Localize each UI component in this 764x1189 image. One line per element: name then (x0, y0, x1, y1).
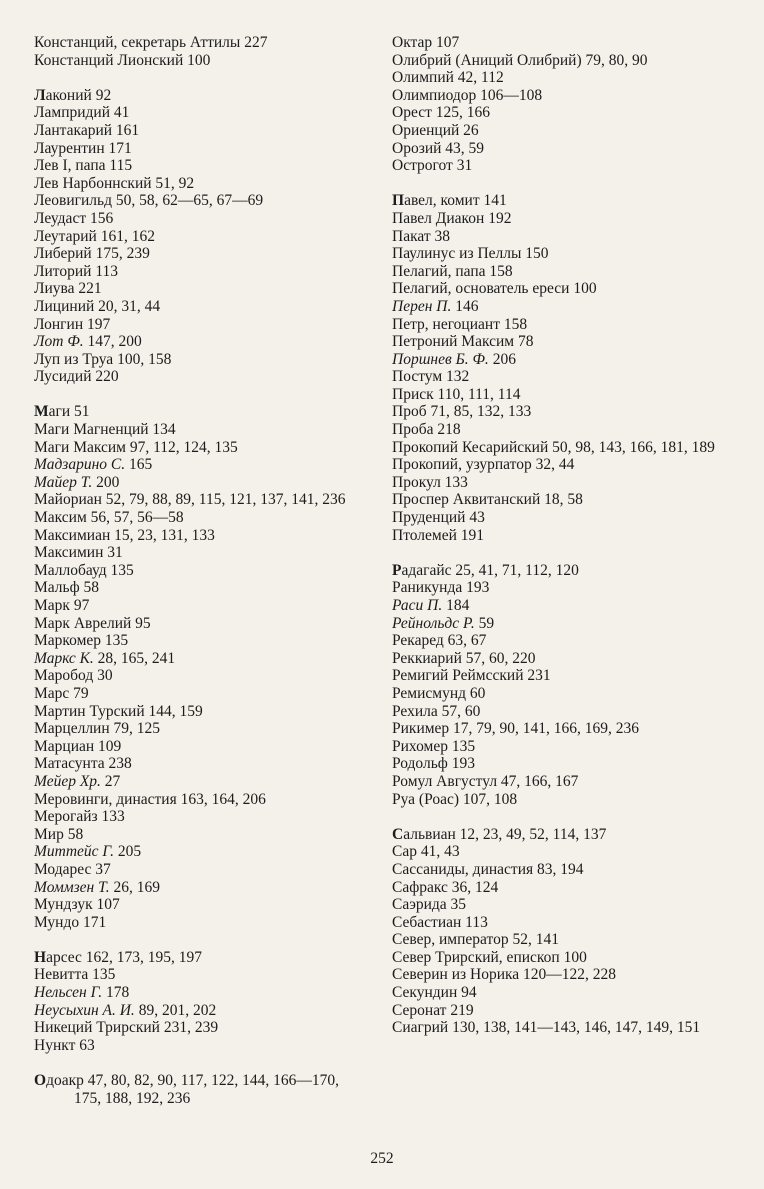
index-entry: Проб 71, 85, 132, 133 (392, 403, 532, 421)
section-initial: С (392, 825, 404, 843)
index-entry: Серонат 219 (392, 1001, 474, 1019)
section-gap (20, 1054, 370, 1072)
index-entry: Мундо 171 (34, 913, 107, 931)
index-entry: Лициний 20, 31, 44 (34, 297, 161, 315)
index-entry: Петр, негоциант 158 (392, 315, 528, 333)
index-column-left (20, 34, 370, 1107)
index-entry: Секундин 94 (392, 984, 477, 1002)
index-entry: Петроний Максим 78 (392, 333, 534, 351)
index-entry (20, 474, 370, 492)
section-initial: Л (34, 86, 46, 104)
index-entry: Северин из Норика 120—122, 228 (392, 966, 617, 984)
index-entry: Матасунта 238 (34, 755, 132, 773)
index-entry: Саэрида 35 (392, 896, 467, 914)
index-entry: Луп из Труа 100, 158 (34, 350, 172, 368)
index-entry: Север, император 52, 141 (392, 931, 559, 949)
index-entry (392, 351, 742, 369)
index-entry-pages: 165 (125, 456, 153, 474)
index-entry: Лантакарий 161 (34, 121, 140, 139)
index-column-right (392, 34, 742, 1037)
index-entry: Сафракс 36, 124 (392, 878, 499, 896)
index-entry: Лонгин 197 (34, 315, 111, 333)
section-initial: Н (34, 948, 47, 966)
index-entry: Марк Аврелий 95 (34, 614, 151, 632)
index-entry-pages: 26, 169 (109, 878, 161, 896)
index-entry: Ориенций 26 (392, 121, 479, 139)
index-entry: Маги Магненций 134 (34, 421, 176, 439)
index-entry: Маги 51 (34, 403, 90, 421)
index-entry-author: Мейер Хр. (34, 772, 101, 790)
index-entry: Леудаст 156 (34, 209, 114, 227)
index-entry-pages: 147, 200 (83, 333, 142, 351)
index-entry-pages: 28, 165, 241 (93, 649, 176, 667)
index-entry: Орест 125, 166 (392, 104, 490, 122)
index-entry: Рикимер 17, 79, 90, 141, 166, 169, 236 (392, 720, 640, 738)
index-entry: Острогот 31 (392, 157, 473, 175)
index-entry: Реккиарий 57, 60, 220 (392, 649, 536, 667)
index-entry (20, 333, 370, 351)
index-entry: Лаурентин 171 (34, 139, 132, 157)
index-entry: Павел, комит 141 (392, 192, 507, 210)
index-entry: Радагайс 25, 41, 71, 112, 120 (392, 561, 579, 579)
index-entry (20, 843, 370, 861)
index-entry: Констанций, секретарь Аттилы 227 (34, 34, 268, 51)
index-entry: Леовигильд 50, 58, 62—65, 67—69 (34, 192, 264, 210)
index-entry: Ремисмунд 60 (392, 684, 486, 702)
index-entry: Либерий 175, 239 (34, 245, 150, 263)
index-entry-author: Моммзен Т. (34, 878, 110, 896)
index-entry: Пруденций 43 (392, 509, 485, 527)
index-entry-author: Маркс К. (34, 649, 94, 667)
section-gap (20, 931, 370, 949)
index-entry: Север Трирский, епископ 100 (392, 948, 587, 966)
index-entry: Проба 218 (392, 421, 461, 439)
index-entry: Себастиан 113 (392, 913, 488, 931)
index-entry: Постум 132 (392, 368, 470, 386)
section-initial: Р (392, 561, 402, 579)
index-entry: Майориан 52, 79, 88, 89, 115, 121, 137, 141, 236 (34, 491, 346, 509)
index-entry: Раникунда 193 (392, 579, 490, 597)
index-entry: Руа (Роас) 107, 108 (392, 790, 518, 808)
index-entry-pages: 205 (113, 843, 142, 861)
index-entry (20, 984, 370, 1002)
index-entry: Мир 58 (34, 825, 84, 843)
index-entry-pages: 206 (488, 350, 516, 368)
index-entry (20, 1002, 370, 1020)
index-entry (20, 650, 370, 668)
index-entry: Одоакр 47, 80, 82, 90, 117, 122, 144, 166—170, 175, 188, 192, 236 (34, 1072, 340, 1107)
index-entry-pages: 184 (442, 597, 470, 614)
index-entry: Орозий 43, 59 (392, 139, 485, 157)
index-entry: Рехила 57, 60 (392, 702, 481, 720)
index-entry: Олибрий (Аниций Олибрий) 79, 80, 90 (392, 51, 648, 69)
index-entry: Марциан 109 (34, 737, 122, 755)
index-entry: Ромул Августул 47, 166, 167 (392, 772, 579, 790)
index-entry: Сальвиан 12, 23, 49, 52, 114, 137 (392, 825, 607, 843)
index-entry: Марс 79 (34, 684, 89, 702)
index-entry: Олимпиодор 106—108 (392, 86, 543, 104)
index-entry: Родольф 193 (392, 755, 475, 773)
index-entry: Рекаред 63, 67 (392, 632, 487, 650)
index-entry: Лиува 221 (34, 280, 102, 298)
index-entry (20, 773, 370, 791)
index-entry: Лаконий 92 (34, 86, 112, 104)
index-entry-pages: 27 (100, 772, 121, 790)
section-gap (20, 386, 370, 404)
index-entry-author: Поршнев Б. Ф. (392, 350, 489, 368)
index-entry: Ремигий Реймсский 231 (392, 667, 551, 685)
index-entry: Пелагий, основатель ереси 100 (392, 280, 597, 298)
index-entry-author: Майер Т. (34, 473, 93, 491)
section-gap (392, 808, 742, 826)
index-entry: Рихомер 135 (392, 737, 476, 755)
index-entry: Лампридий 41 (34, 104, 130, 122)
index-entry: Меровинги, династия 163, 164, 206 (34, 790, 266, 808)
section-gap (392, 175, 742, 193)
index-entry-author: Рейнольдс Р. (392, 614, 475, 632)
index-entry: Мерогайз 133 (34, 808, 125, 826)
index-entry-author: Раси П. (392, 597, 443, 614)
section-gap (392, 544, 742, 562)
index-entry: Олимпий 42, 112 (392, 69, 504, 87)
index-entry: Проспер Аквитанский 18, 58 (392, 491, 583, 509)
index-entry (20, 456, 370, 474)
index-entry-author: Перен П. (392, 297, 452, 315)
index-entry-author: Нельсен Г. (34, 984, 103, 1002)
index-entry: Максимин 31 (34, 544, 123, 562)
index-entry-pages: 59 (474, 614, 495, 632)
section-gap (20, 69, 370, 87)
section-initial: О (34, 1072, 47, 1090)
index-entry: Лев Нарбоннский 51, 92 (34, 174, 195, 192)
index-entry: Марк 97 (34, 597, 90, 614)
index-entry: Максим 56, 57, 56—58 (34, 509, 184, 527)
index-entry: Октар 107 (392, 34, 460, 51)
index-entry: Птолемей 191 (392, 526, 485, 544)
index-entry: Павел Диакон 192 (392, 209, 512, 227)
index-entry: Маги Максим 97, 112, 124, 135 (34, 438, 238, 456)
index-entry: Лусидий 220 (34, 368, 119, 386)
index-entry-author: Мадзарино С. (34, 456, 126, 474)
index-entry-pages: 89, 201, 202 (134, 1001, 217, 1019)
index-entry-author: Лот Ф. (34, 333, 84, 351)
index-entry: Приск 110, 111, 114 (392, 385, 521, 403)
index-entry: Леутарий 161, 162 (34, 227, 155, 245)
index-entry: Марцеллин 79, 125 (34, 720, 161, 738)
index-entry: Маробод 30 (34, 667, 113, 685)
index-entry: Прокул 133 (392, 473, 468, 491)
index-entry: Никеций Трирский 231, 239 (34, 1019, 219, 1037)
index-entry (20, 879, 370, 897)
index-entry: Нункт 63 (34, 1036, 95, 1054)
index-entry: Мальф 58 (34, 579, 100, 597)
index-entry-author: Миттейс Г. (34, 843, 114, 861)
section-initial: М (34, 403, 49, 421)
index-entry: Сар 41, 43 (392, 843, 460, 861)
index-entry: Литорий 113 (34, 262, 119, 280)
index-entry: Нарсес 162, 173, 195, 197 (34, 948, 203, 966)
index-entry: Прокопий, узурпатор 32, 44 (392, 456, 575, 474)
index-entry-pages: 146 (451, 297, 479, 315)
index-entry: Невитта 135 (34, 966, 116, 984)
index-entry: Прокопий Кесарийский 50, 98, 143, 166, 181, 189 (392, 438, 715, 456)
index-entry: Модарес 37 (34, 860, 111, 878)
index-entry-pages: 200 (92, 473, 120, 491)
page-number: 252 (370, 1150, 394, 1167)
index-entry: Пакат 38 (392, 227, 450, 245)
index-entry: Мартин Турский 144, 159 (34, 702, 203, 720)
section-initial: П (392, 192, 405, 210)
index-entry: Сиагрий 130, 138, 141—143, 146, 147, 149, 151 (392, 1019, 701, 1037)
index-entry-pages: 178 (102, 984, 130, 1002)
index-entry: Констанций Лионский 100 (34, 51, 211, 69)
index-entry: Пелагий, папа 158 (392, 262, 513, 280)
index-entry: Мундзук 107 (34, 896, 120, 914)
index-entry: Сассаниды, династия 83, 194 (392, 860, 584, 878)
index-entry (392, 298, 742, 316)
index-entry: Максимиан 15, 23, 131, 133 (34, 526, 215, 544)
index-entry: Маркомер 135 (34, 632, 129, 650)
index-entry: Лев I, папа 115 (34, 157, 133, 175)
index-entry (392, 615, 742, 633)
index-entry (392, 597, 742, 615)
index-entry: Паулинус из Пеллы 150 (392, 245, 549, 263)
index-entry: Маллобауд 135 (34, 561, 134, 579)
index-entry-author: Неусыхин А. И. (34, 1001, 135, 1019)
